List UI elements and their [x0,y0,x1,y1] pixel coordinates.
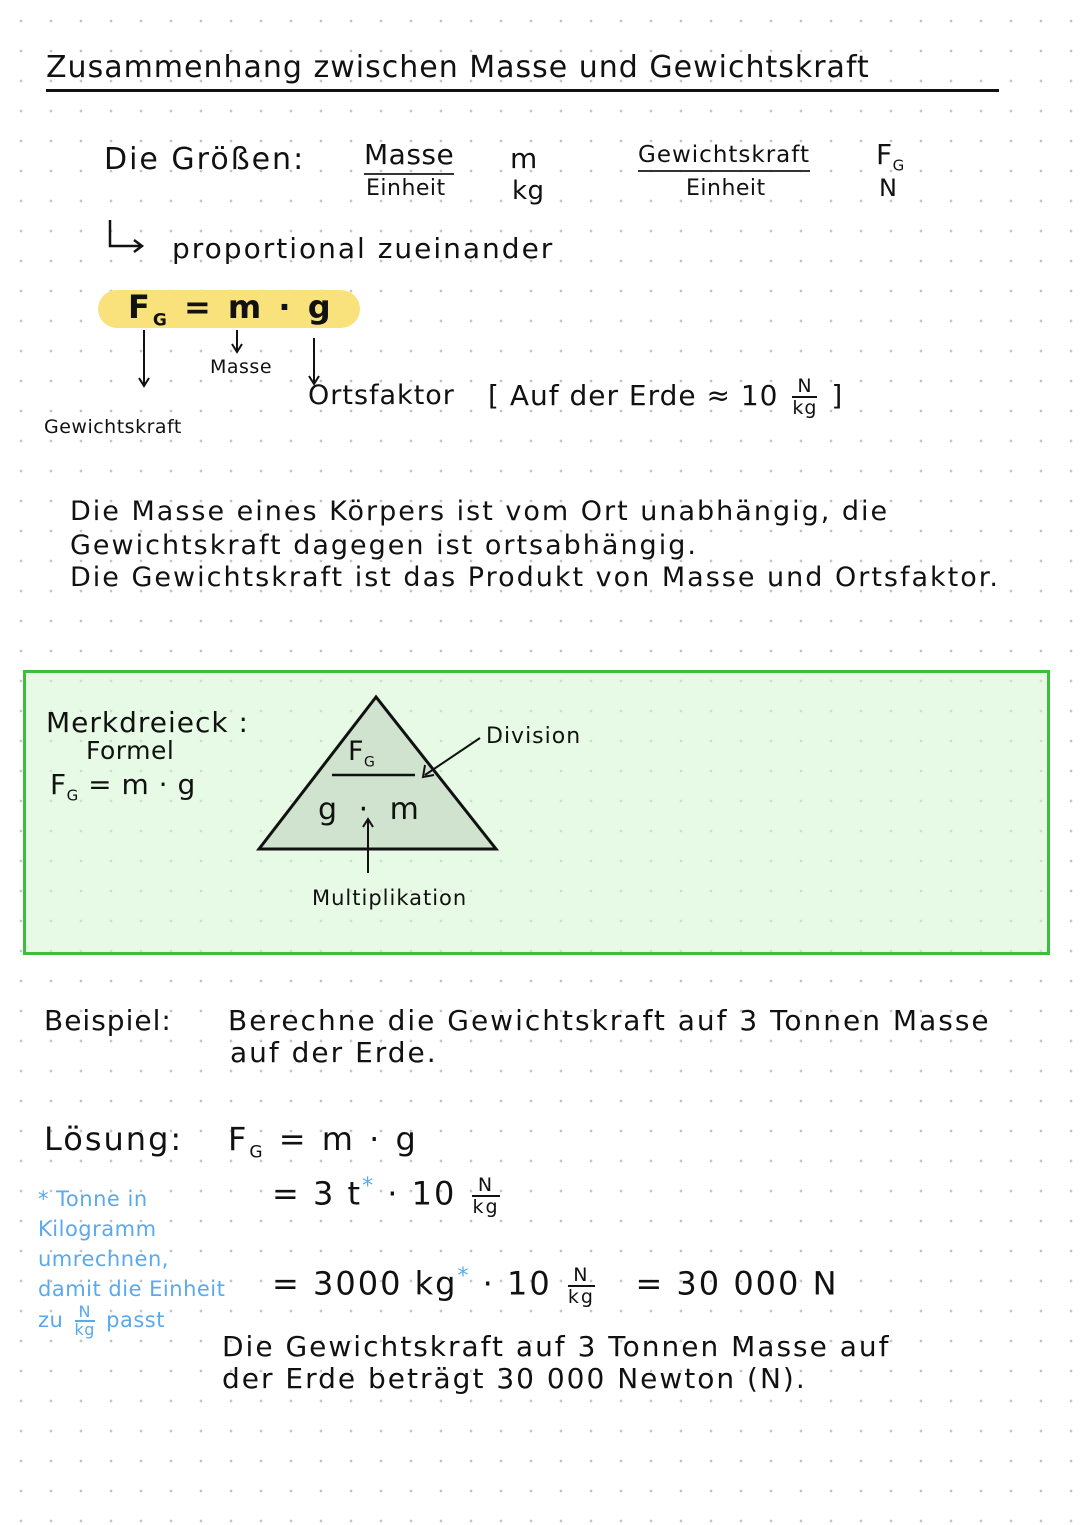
step-result: = 30 000 N [635,1264,839,1303]
gewichtskraft-heading: Gewichtskraft [638,142,810,172]
footnote-marker: * [362,1174,376,1199]
formel-label: Formel [86,736,175,765]
paragraph-line: Gewichtskraft dagegen ist ortsabhängig. [70,530,698,561]
step-factor: · 10 [482,1264,552,1303]
earth-note-suffix: ] [831,379,844,412]
page-title: Zusammenhang zwischen Masse und Gewichtskraft [46,50,870,85]
merkdreieck-title: Merkdreieck : [46,706,249,739]
step-value: = 3 t [272,1174,363,1213]
unit-fraction [792,376,817,418]
loesung-label: Lösung: [44,1120,184,1158]
earth-gravity-note [488,376,843,418]
title-underline [46,89,999,92]
footnote [38,1184,228,1338]
triangle-top-symbol: F [348,736,365,767]
gewichtskraft-unit: N [879,174,898,202]
beispiel-text: auf der Erde. [230,1036,438,1069]
formula-rhs: = m · g [183,288,334,326]
formula-subscript: G [66,786,79,805]
fraction-denominator: kg [74,1320,95,1339]
beispiel-label: Beispiel: [44,1004,172,1037]
formula-rhs: = m · g [88,768,196,801]
merk-formula [50,768,196,805]
paragraph-line: Die Gewichtskraft ist das Produkt von Masse und Ortsfaktor. [70,562,1000,593]
unit-fraction [75,1304,95,1338]
main-formula [128,288,334,330]
fraction-numerator: N [75,1304,95,1322]
masse-heading: Masse [364,138,454,175]
gewichtskraft-symbol [876,138,905,175]
step-subscript: G [249,1142,266,1163]
unit-fraction [568,1265,595,1307]
label-division: Division [486,724,582,749]
fraction-denominator: kg [567,1285,595,1308]
answer-line: der Erde beträgt 30 000 Newton (N). [222,1362,807,1395]
fraction-denominator: kg [472,1195,500,1218]
proportional-note: proportional zueinander [172,232,555,265]
label-ortsfaktor: Ortsfaktor [308,380,455,411]
unit-fraction [472,1175,499,1217]
footnote-suffix: passt [106,1308,165,1332]
beispiel-text: Berechne die Gewichtskraft auf 3 Tonnen Masse [228,1004,991,1037]
fraction-denominator: kg [792,397,818,419]
solution-step-3 [272,1264,839,1307]
triangle-top-subscript: G [364,754,376,771]
gewichtskraft-einheit-label: Einheit [686,176,766,201]
triangle-arrows-icon [355,735,495,875]
masse-einheit-label: Einheit [366,176,446,201]
formula-subscript: G [152,310,170,331]
answer-line: Die Gewichtskraft auf 3 Tonnen Masse auf [222,1330,891,1363]
earth-note-prefix: [ Auf der Erde ≈ 10 [488,379,779,412]
step-rhs: = m · g [278,1120,419,1158]
formula-lhs: F [128,288,153,326]
label-masse: Masse [210,356,273,378]
step-factor: · 10 [387,1174,457,1213]
formula-lhs: F [50,768,67,801]
fraction-numerator: N [792,376,817,398]
solution-step-2 [272,1174,504,1217]
step-value: = 3000 kg [272,1264,458,1303]
label-multiplikation: Multiplikation [312,886,468,910]
label-gewichtskraft: Gewichtskraft [44,416,182,438]
groessen-label: Die Größen: [104,142,306,177]
symbol-subscript: G [892,156,905,175]
solution-step-1 [228,1120,419,1162]
step-lhs: F [228,1120,250,1158]
triangle-bottom-label: g · m [318,792,425,827]
corner-arrow-icon [106,218,146,254]
masse-symbol: m [510,142,538,175]
footnote-marker: * [457,1264,471,1289]
fraction-numerator: N [472,1175,499,1197]
symbol-main: F [876,138,893,171]
paragraph-line: Die Masse eines Körpers ist vom Ort unabhängig, die [70,496,890,527]
masse-unit: kg [512,176,545,206]
fraction-numerator: N [568,1265,595,1287]
footnote-text: * Tonne in Kilogramm umrechnen, damit die Einheit zu [38,1187,226,1332]
